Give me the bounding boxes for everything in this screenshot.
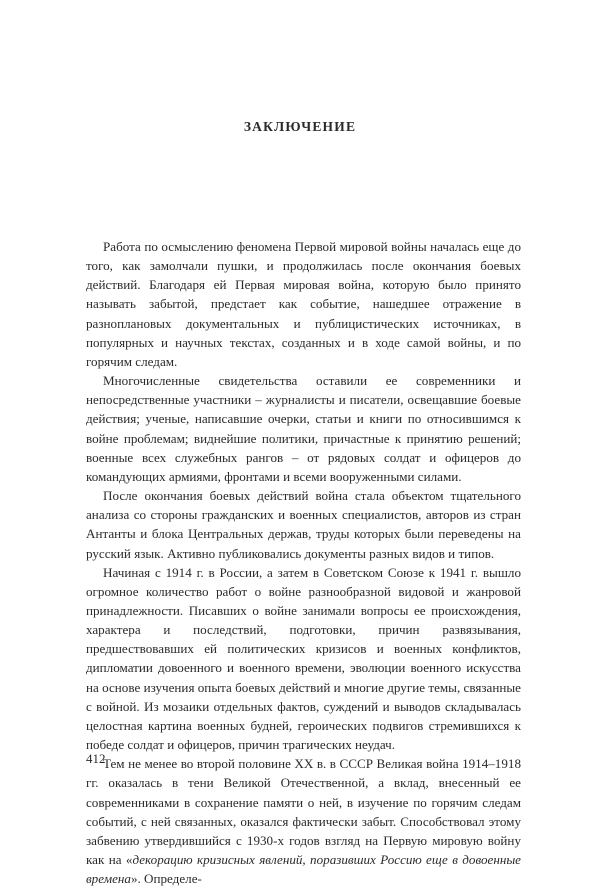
paragraph-text: Тем не менее во второй половине XX в. в СССР Великая война 1914–1918 гг. оказалась в тени Великой Отечественной, а вклад, внесенный ее современниками в сохранение памяти о ней, в изучение по горячим следам событий, с ней связанных, оказался фактически забыт. Способствовал этому забвению утвердившийся с 1930-х годов взгляд на Первую мировую войну как на «	[86, 756, 521, 867]
paragraph: Многочисленные свидетельства оставили ее современники и непосредственные участники – журналисты и писатели, освещавшие боевые действия; ученые, написавшие очерки, статьи и книги по относившимся к войне проблемам; виднейшие политики, причастные к принятию решений; военные всех служебных рангов – от рядовых солдат и офицеров до командующих армиями, фронтами и всеми вооруженными силами.	[86, 373, 521, 484]
paragraph-continuation: ». Определе-	[130, 871, 202, 887]
italic-quote: декорацию кризисных явлений, поразивших Россию еще в довоенные времена	[86, 852, 521, 887]
paragraph: Работа по осмыслению феномена Первой мировой войны началась еще до того, как замолчали пушки, и продолжилась после окончания боевых действий. Благодаря ей Первая мировая война, которую было принято называть забытой, предстает как событие, нашедшее отражение в разноплановых документальных и публицистических источниках, в популярных и научных текстах, созданных и в ходе самой войны, и по горячим следам.	[86, 239, 521, 369]
paragraph: Начиная с 1914 г. в России, а затем в Советском Союзе к 1941 г. вышло огромное количество работ о войне разнообразной видовой и жанровой принадлежности. Писавших о войне занимали вопросы ее происхождения, характера и последствий, подготовки, причин развязывания, предшествовавших ей политических кризисов и военных конфликтов, дипломатии довоенного и военного времени, эволюции военного искусства на основе изучения опыта боевых действий и многие другие темы, связанные с войной. Из мозаики отдельных фактов, суждений и выводов складывалась целостная картина военных будней, героических подвигов стремившихся к победе солдат и офицеров, причин трагических неудач.	[86, 564, 521, 753]
page-title: ЗАКЛЮЧЕНИЕ	[243, 119, 357, 134]
body-text	[86, 237, 521, 888]
paragraph-last	[86, 754, 521, 888]
paragraph: После окончания боевых действий война стала объектом тщательного анализа со стороны гражданских и военных специалистов, авторов из стран Антанты и блока Центральных держав, труды которых были переведены на русский язык. Активно публиковались документы разных видов и типов.	[86, 488, 521, 561]
page-number: 412	[86, 751, 106, 766]
